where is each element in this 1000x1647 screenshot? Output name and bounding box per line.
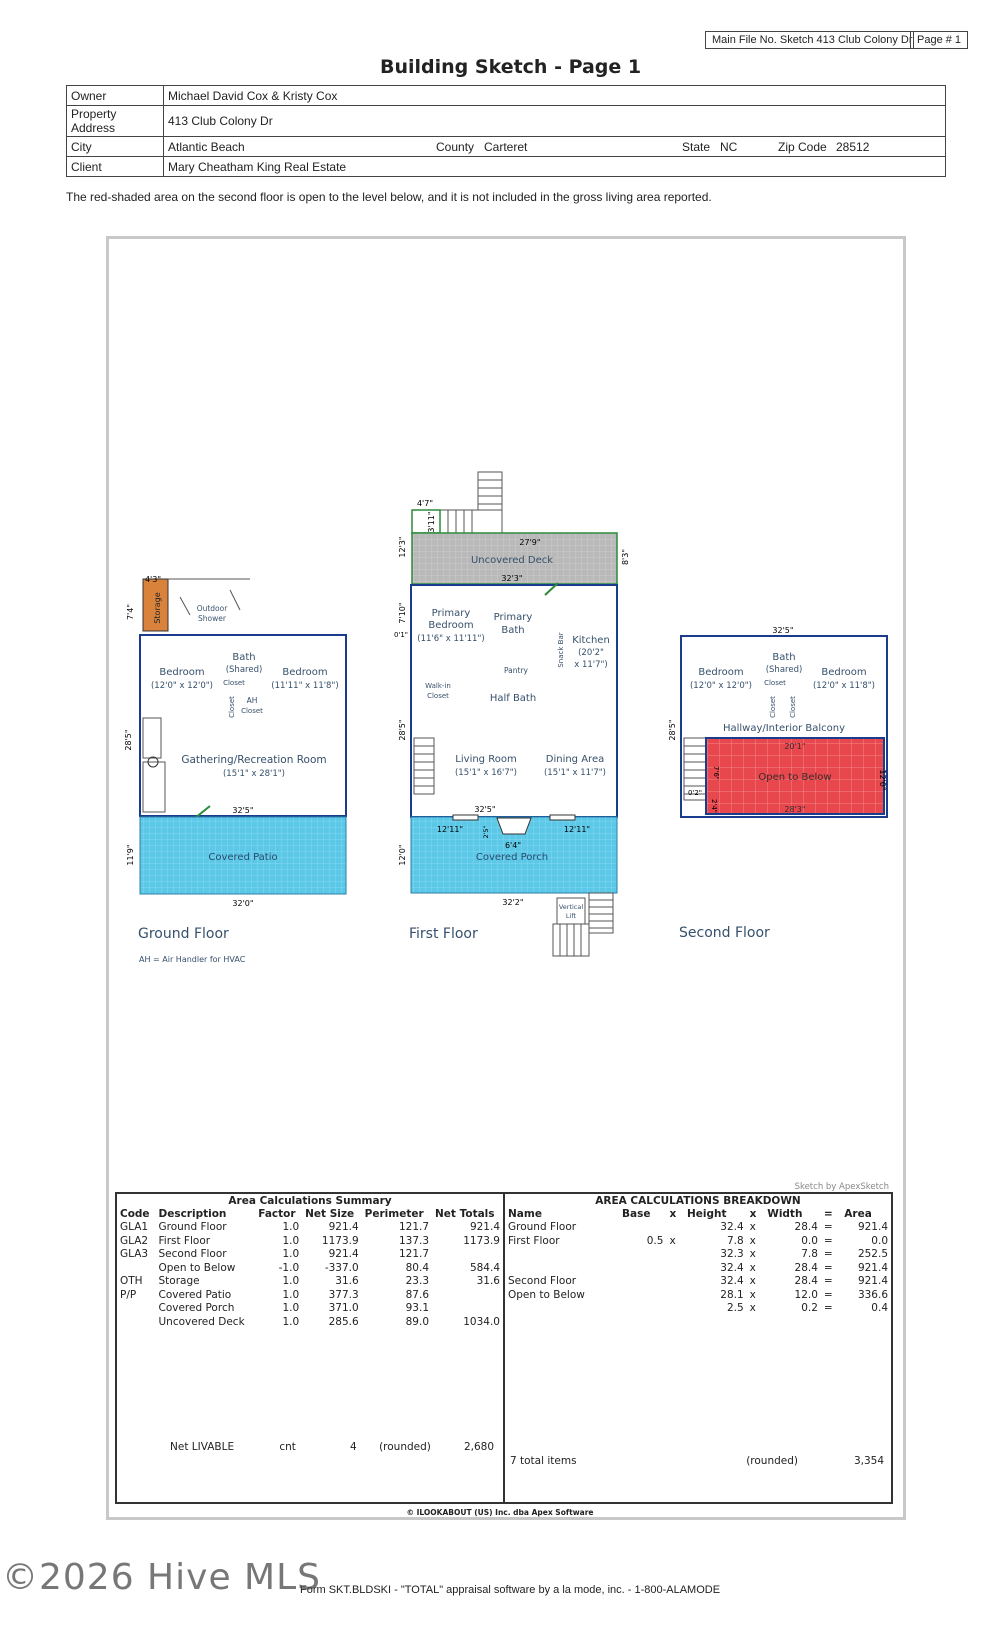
ground-floor-label: Ground Floor (138, 926, 229, 942)
living-room-size: (15'1" x 16'7") (454, 768, 518, 778)
primary-bedroom-2: Bedroom (428, 620, 474, 631)
summary-col-code: Code (120, 1207, 150, 1220)
breakdown-cell: 0.4 (871, 1302, 888, 1315)
second-bedroom-right: Bedroom (821, 667, 867, 678)
breakdown-cell: 2.5 (726, 1302, 744, 1315)
net-livable-value: 2,680 (463, 1440, 494, 1453)
second-closet-1: Closet (764, 679, 786, 687)
dim-storage-side: 7'4" (126, 603, 135, 621)
breakdown-cell: x (749, 1302, 756, 1315)
ground-bath-shared: (Shared) (225, 665, 263, 675)
summary-cell: 1173.9 (463, 1234, 500, 1247)
owner-row (67, 86, 946, 106)
summary-cell: 89.0 (405, 1315, 430, 1328)
dim-patio-bottom: 32'0" (232, 899, 254, 908)
gathering-room: Gathering/Recreation Room (181, 754, 327, 766)
breakdown-cell (619, 1302, 666, 1316)
breakdown-cell: x (749, 1275, 756, 1288)
dim-first-e: 8'3" (621, 548, 630, 566)
apex-copyright: © ILOOKABOUT (US) Inc. dba Apex Software (406, 1508, 594, 1517)
page-number: Page # 1 (917, 34, 962, 46)
summary-cell (117, 1261, 156, 1275)
breakdown-cell (666, 1261, 684, 1275)
summary-cell: 1.0 (282, 1288, 300, 1301)
breakdown-body (505, 1221, 891, 1316)
breakdown-col-x1: x (669, 1207, 677, 1220)
dim-first-b: 3'11" (427, 511, 436, 533)
summary-cell: Open to Below (158, 1261, 236, 1274)
breakdown-col-height: Height (687, 1207, 727, 1220)
deck-stair-steps (478, 480, 502, 504)
summary-header-row (117, 1207, 503, 1221)
walkin-closet-2: Closet (427, 692, 449, 700)
summary-row (117, 1275, 503, 1289)
address-label: Property Address (67, 106, 164, 137)
breakdown-col-eq: = (823, 1207, 833, 1220)
breakdown-cell: 28.4 (794, 1261, 818, 1274)
summary-cell: P/P (120, 1288, 137, 1301)
summary-cell: 584.4 (469, 1261, 500, 1274)
summary-cell (117, 1302, 156, 1316)
breakdown-cell: 252.5 (857, 1248, 888, 1261)
dim-red-bottom: 28'3" (784, 805, 806, 814)
ground-ah-closet: Closet (241, 707, 263, 715)
vertical-lift-label: Vertical (558, 903, 584, 911)
dim-first-p: 2'5" (482, 825, 490, 839)
deck-landing (440, 510, 502, 533)
dim-second-small: 0'2" (687, 789, 703, 797)
summary-cell (432, 1248, 503, 1262)
breakdown-cell: = (823, 1302, 833, 1315)
breakdown-cell: x (749, 1288, 756, 1301)
property-info-table (66, 85, 946, 177)
summary-cell: 285.6 (328, 1315, 359, 1328)
summary-cell: 31.6 (335, 1275, 359, 1288)
breakdown-cell (666, 1221, 684, 1235)
breakdown-cell: x (749, 1261, 756, 1274)
breakdown-cell (666, 1248, 684, 1262)
breakdown-cell: = (823, 1288, 833, 1301)
summary-cell: 921.4 (469, 1221, 500, 1234)
hallway-balcony: Hallway/Interior Balcony (722, 723, 846, 734)
covered-porch-label: Covered Porch (475, 852, 549, 863)
summary-cell: -337.0 (324, 1261, 359, 1274)
summary-cell: GLA1 (120, 1221, 149, 1234)
breakdown-cell (666, 1288, 684, 1302)
summary-cell: 23.3 (405, 1275, 430, 1288)
owner-label: Owner (67, 86, 164, 106)
dining-area-size: (15'1" x 11'7") (543, 768, 607, 778)
dining-area: Dining Area (545, 754, 605, 765)
dim-red-right: 12'0" (878, 769, 887, 791)
zip-value: 28512 (832, 137, 946, 157)
second-bath-shared: (Shared) (765, 665, 803, 675)
breakdown-cell: 0.5 (646, 1234, 664, 1247)
dim-first-a: 4'7" (416, 499, 434, 508)
summary-col-perimeter: Perimeter (364, 1207, 424, 1220)
dim-ground-side: 28'5" (124, 729, 133, 751)
second-bedroom-left-size: (12'0" x 12'0") (689, 681, 753, 691)
open-area-note: The red-shaded area on the second floor is open to the level below, and it is not included in the gross living area reported. (66, 190, 712, 204)
breakdown-cell: 32.4 (720, 1275, 744, 1288)
summary-cell: GLA3 (120, 1248, 149, 1261)
gathering-room-size: (15'1" x 28'1") (222, 769, 286, 779)
summary-cell: 1.0 (282, 1248, 300, 1261)
address-row (67, 106, 946, 137)
state-value: NC (716, 137, 774, 157)
summary-cell: 1.0 (282, 1275, 300, 1288)
summary-cell: 921.4 (328, 1221, 359, 1234)
ground-ah: AH (246, 696, 258, 705)
dim-first-i: 28'5" (398, 719, 407, 741)
porch-window-2 (550, 815, 575, 820)
breakdown-cell (666, 1275, 684, 1289)
summary-cell: 87.6 (405, 1288, 430, 1301)
summary-cell: 93.1 (405, 1302, 430, 1315)
summary-cell: 377.3 (328, 1288, 359, 1301)
summary-cell: 121.7 (398, 1248, 430, 1261)
breakdown-cell: x (749, 1234, 756, 1247)
summary-row (117, 1221, 503, 1235)
ground-bedroom-left: Bedroom (159, 667, 205, 678)
dim-ground-bottom: 32'5" (232, 806, 254, 815)
summary-cell: OTH (120, 1275, 143, 1288)
dim-second-side: 28'5" (668, 719, 677, 741)
summary-cell: First Floor (158, 1234, 211, 1247)
breakdown-row (505, 1302, 891, 1316)
porch-fireplace (497, 818, 531, 834)
kitchen-size-2: x 11'7") (574, 660, 608, 670)
breakdown-row (505, 1288, 891, 1302)
summary-col-factor: Factor (258, 1207, 296, 1220)
client-value: Mary Cheatham King Real Estate (164, 157, 946, 177)
breakdown-cell: 0.0 (801, 1234, 818, 1247)
summary-cell: Uncovered Deck (158, 1315, 245, 1328)
net-count: 4 (349, 1440, 357, 1453)
address-value: 413 Club Colony Dr (164, 106, 946, 137)
dim-red-top: 20'1" (784, 742, 806, 751)
dim-first-j: 32'5" (474, 805, 496, 814)
summary-col-description: Description (158, 1207, 227, 1220)
breakdown-row (505, 1248, 891, 1262)
form-footer: Form SKT.BLDSKI - "TOTAL" appraisal software by a la mode, inc. - 1-800-ALAMODE (300, 1584, 721, 1596)
breakdown-cell: = (823, 1234, 833, 1247)
ground-bedroom-right-size: (11'11" x 11'8") (271, 681, 339, 691)
first-floor-label: First Floor (409, 926, 478, 942)
breakdown-total-value: 3,354 (853, 1454, 884, 1467)
breakdown-row (505, 1261, 891, 1275)
dim-first-g: 7'10" (398, 602, 407, 624)
summary-row (117, 1302, 503, 1316)
breakdown-cell: = (823, 1275, 833, 1288)
dim-second-top: 32'5" (772, 626, 794, 635)
breakdown-cell: 28.4 (794, 1275, 818, 1288)
breakdown-col-width: Width (767, 1207, 803, 1220)
breakdown-cell: 7.8 (726, 1234, 744, 1247)
summary-cell (432, 1288, 503, 1302)
breakdown-cell: 28.1 (720, 1288, 744, 1301)
summary-cell: 121.7 (398, 1221, 430, 1234)
summary-col-nettotals: Net Totals (435, 1207, 495, 1220)
breakdown-total-label: 7 total items (510, 1454, 577, 1467)
summary-cell: 137.3 (398, 1234, 430, 1247)
summary-cell (432, 1302, 503, 1316)
summary-cell: Ground Floor (158, 1221, 227, 1234)
summary-cell: 921.4 (328, 1248, 359, 1261)
breakdown-col-area: Area (844, 1207, 872, 1220)
page-number-box (910, 31, 968, 49)
city-row (67, 137, 946, 157)
summary-cell: 1034.0 (463, 1315, 500, 1328)
ah-note: AH = Air Handler for HVAC (139, 955, 246, 964)
summary-row (117, 1261, 503, 1275)
breakdown-cell: Ground Floor (508, 1221, 577, 1234)
living-room: Living Room (455, 754, 517, 765)
area-breakdown-title: AREA CALCULATIONS BREAKDOWN (595, 1195, 801, 1207)
breakdown-cell (505, 1261, 619, 1275)
breakdown-header-row (505, 1207, 891, 1221)
ground-closet-2: Closet (228, 696, 236, 718)
breakdown-col-x2: x (749, 1207, 757, 1220)
breakdown-cell: 0.2 (801, 1302, 818, 1315)
summary-cell: 1.0 (282, 1221, 300, 1234)
mls-watermark: ©2026 Hive MLS (2, 1557, 321, 1598)
dim-first-l: 12'11" (563, 825, 591, 834)
breakdown-cell (619, 1248, 666, 1262)
pantry: Pantry (504, 666, 528, 675)
summary-cell: Covered Patio (158, 1288, 232, 1301)
summary-row (117, 1315, 503, 1329)
area-summary-table (117, 1207, 503, 1329)
main-file-box (705, 31, 914, 49)
breakdown-cell: Second Floor (508, 1275, 577, 1288)
porch-stair-steps (589, 900, 613, 928)
breakdown-cell: x (669, 1234, 676, 1247)
summary-cell: 1173.9 (321, 1234, 359, 1247)
snack-bar: Snack Bar (557, 632, 565, 668)
ground-closet-1: Closet (223, 679, 245, 687)
breakdown-cell: 12.0 (794, 1288, 818, 1301)
summary-row (117, 1288, 503, 1302)
dim-storage-top: 4'3" (144, 575, 162, 584)
half-bath: Half Bath (489, 693, 537, 704)
second-floor-label: Second Floor (679, 925, 770, 941)
net-rounded: (rounded) (379, 1440, 431, 1453)
state-label: State (678, 137, 716, 157)
summary-body (117, 1221, 503, 1329)
breakdown-total-row (507, 1454, 887, 1468)
breakdown-cell: 921.4 (857, 1275, 888, 1288)
net-livable-label: Net LIVABLE (170, 1440, 235, 1453)
second-closet-3: Closet (789, 696, 797, 718)
breakdown-cell: First Floor (508, 1234, 560, 1247)
breakdown-col-base: Base (622, 1207, 651, 1220)
dim-red-small: 2'4" (710, 798, 718, 814)
second-closet-2: Closet (769, 696, 777, 718)
breakdown-cell: 0.0 (871, 1234, 888, 1247)
second-floor-plan (668, 626, 887, 817)
breakdown-cell: 32.4 (720, 1221, 744, 1234)
summary-cell: 80.4 (405, 1261, 430, 1274)
storage-label: Storage (153, 592, 162, 624)
ground-bath: Bath (232, 652, 256, 663)
summary-cell: 31.6 (476, 1275, 500, 1288)
breakdown-cell: = (823, 1221, 833, 1234)
summary-row (117, 1248, 503, 1262)
client-label: Client (67, 157, 164, 177)
breakdown-cell: 32.4 (720, 1261, 744, 1274)
second-bath: Bath (772, 652, 796, 663)
kitchen-size-1: (20'2" (578, 648, 604, 658)
porch-stair (589, 893, 613, 933)
summary-cell: Storage (158, 1275, 200, 1288)
summary-row (117, 1234, 503, 1248)
breakdown-cell (619, 1261, 666, 1275)
walkin-closet: Walk-in (425, 682, 451, 690)
apex-credit: Sketch by ApexSketch (794, 1182, 889, 1192)
net-livable-row (167, 1440, 497, 1454)
breakdown-cell: 7.8 (801, 1248, 818, 1261)
dim-first-o: 32'2" (502, 898, 524, 907)
city-label: City (67, 137, 164, 157)
porch-landing-steps (560, 924, 581, 956)
summary-cell: 1.0 (282, 1315, 300, 1328)
primary-bedroom: Primary (431, 608, 471, 619)
breakdown-cell (666, 1302, 684, 1316)
summary-cell: -1.0 (278, 1261, 300, 1274)
dim-first-m: 6'4" (504, 841, 522, 850)
dim-first-n: 12'0" (398, 844, 407, 866)
breakdown-cell (619, 1275, 666, 1289)
breakdown-cell (505, 1302, 619, 1316)
area-breakdown-table (505, 1207, 891, 1315)
summary-col-netsize: Net Size (305, 1207, 355, 1220)
breakdown-cell: 921.4 (857, 1221, 888, 1234)
primary-bedroom-size: (11'6" x 11'11") (417, 634, 485, 644)
summary-cell: 1.0 (282, 1234, 300, 1247)
ground-floor-plan (124, 575, 346, 908)
area-summary-box (115, 1192, 505, 1504)
breakdown-cell: 336.6 (857, 1288, 888, 1301)
breakdown-cell: = (823, 1261, 833, 1274)
area-summary-title: Area Calculations Summary (228, 1195, 392, 1207)
summary-cell: 371.0 (328, 1302, 359, 1315)
primary-bath-2: Bath (501, 625, 525, 636)
breakdown-cell: x (749, 1248, 756, 1261)
dim-red-left: 7'6" (712, 765, 720, 781)
net-cnt: cnt (279, 1440, 296, 1453)
summary-cell: GLA2 (120, 1234, 149, 1247)
uncovered-deck-label: Uncovered Deck (470, 555, 554, 566)
dim-first-f: 32'3" (501, 574, 523, 583)
area-breakdown-box (503, 1192, 893, 1504)
outdoor-shower-label: Outdoor (196, 604, 228, 613)
breakdown-cell: x (749, 1221, 756, 1234)
deck-landing-steps (448, 510, 472, 533)
summary-cell: 1.0 (282, 1302, 300, 1315)
client-row (67, 157, 946, 177)
ground-bedroom-right: Bedroom (282, 667, 328, 678)
owner-value: Michael David Cox & Kristy Cox (164, 86, 946, 106)
summary-cell (117, 1315, 156, 1329)
breakdown-row (505, 1234, 891, 1248)
breakdown-cell (619, 1288, 666, 1302)
city-value: Atlantic Beach (164, 137, 433, 157)
county-value: Carteret (480, 137, 678, 157)
primary-bath: Primary (493, 612, 533, 623)
page-title: Building Sketch - Page 1 (380, 56, 642, 78)
vertical-lift (557, 898, 585, 924)
breakdown-cell: 32.3 (720, 1248, 744, 1261)
outdoor-shower-label-2: Shower (198, 614, 226, 623)
zip-label: Zip Code (774, 137, 832, 157)
breakdown-cell (619, 1221, 666, 1235)
dim-first-d: 27'9" (519, 538, 541, 547)
breakdown-col-name: Name (508, 1207, 542, 1220)
main-file-label: Main File No. Sketch 413 Club Colony Dr (712, 34, 913, 46)
breakdown-cell (505, 1248, 619, 1262)
breakdown-cell: Open to Below (508, 1288, 585, 1301)
dim-patio-side: 11'9" (126, 844, 135, 866)
breakdown-cell: 28.4 (794, 1221, 818, 1234)
porch-window-1 (453, 815, 478, 820)
open-to-below-label: Open to Below (758, 772, 832, 783)
breakdown-cell: 921.4 (857, 1261, 888, 1274)
summary-cell: Second Floor (158, 1248, 227, 1261)
first-floor-plan (394, 472, 630, 956)
porch-landing (553, 924, 589, 956)
breakdown-row (505, 1275, 891, 1289)
second-bedroom-left: Bedroom (698, 667, 744, 678)
breakdown-row (505, 1221, 891, 1235)
dim-first-h: 0'1" (393, 631, 409, 639)
county-label: County (432, 137, 480, 157)
vertical-lift-label-2: Lift (565, 912, 577, 920)
covered-patio-label: Covered Patio (208, 852, 278, 863)
ground-bedroom-left-size: (12'0" x 12'0") (150, 681, 214, 691)
summary-cell: Covered Porch (158, 1302, 235, 1315)
dim-first-k: 12'11" (436, 825, 464, 834)
kitchen: Kitchen (572, 635, 610, 646)
breakdown-total-rounded: (rounded) (746, 1454, 798, 1467)
floor-plans (106, 236, 906, 1192)
breakdown-cell: = (823, 1248, 833, 1261)
dim-first-c: 12'3" (398, 536, 407, 558)
second-bedroom-right-size: (12'0" x 11'8") (812, 681, 876, 691)
